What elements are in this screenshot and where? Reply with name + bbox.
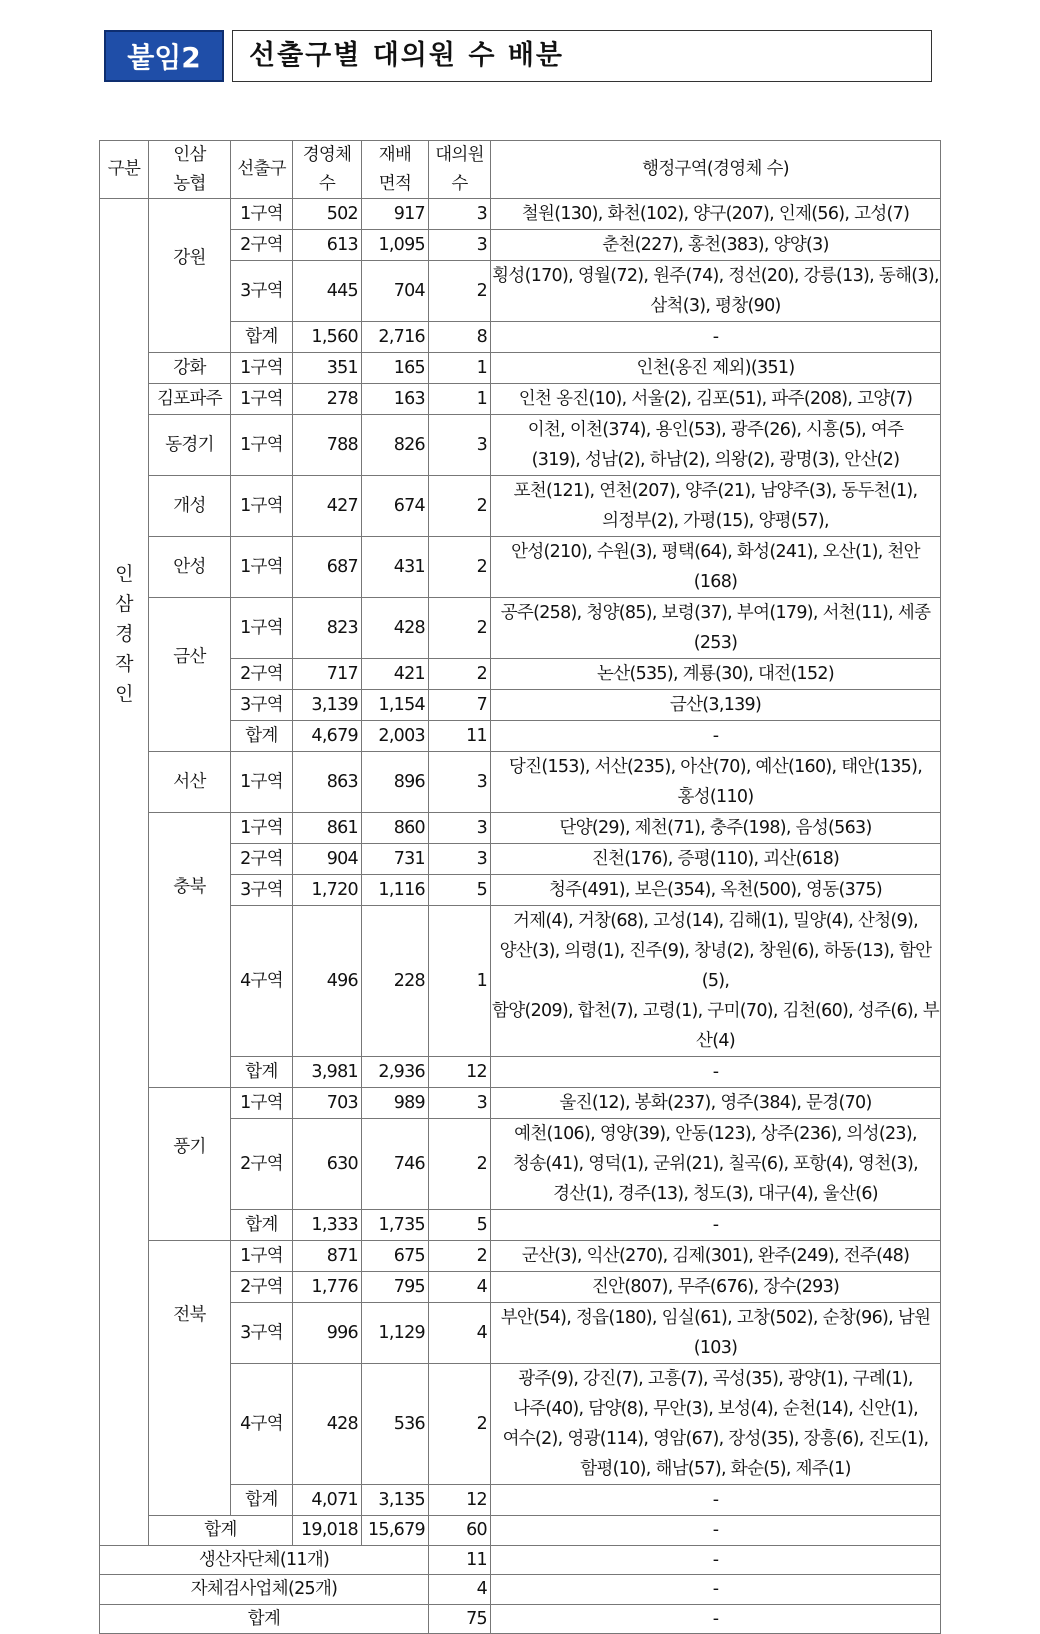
district-cell: 4구역 bbox=[231, 1364, 293, 1485]
district-cell: 합계 bbox=[231, 1485, 293, 1516]
farm-count-cell: 1,333 bbox=[293, 1210, 362, 1241]
region-line: 논산(535), 계룡(30), 대전(152) bbox=[597, 664, 834, 684]
coop-name: 강원 bbox=[149, 199, 231, 353]
farm-count-cell: 427 bbox=[293, 476, 362, 537]
region-line: 진천(176), 증평(110), 괴산(618) bbox=[591, 849, 840, 869]
area-cell: 2,936 bbox=[362, 1057, 429, 1088]
group-total-label: 합계 bbox=[149, 1516, 293, 1546]
delegate-count-cell: 5 bbox=[429, 875, 491, 906]
area-cell: 795 bbox=[362, 1272, 429, 1303]
header-area: 재배 면적 bbox=[362, 141, 429, 199]
region-line: 여수(2), 영광(114), 영암(67), 장성(35), 장흥(6), 진도(1), bbox=[502, 1429, 929, 1449]
region-line: - bbox=[712, 726, 719, 746]
table-row bbox=[100, 1241, 941, 1272]
region-line: 청주(491), 보은(354), 옥천(500), 영동(375) bbox=[548, 880, 883, 900]
farm-count-cell: 717 bbox=[293, 659, 362, 690]
summary-label: 생산자단체(11개) bbox=[100, 1545, 429, 1575]
district-cell: 2구역 bbox=[231, 1119, 293, 1210]
table-row bbox=[100, 813, 941, 844]
group-total-regions: - bbox=[491, 1516, 941, 1546]
header-delegates: 대의원 수 bbox=[429, 141, 491, 199]
region-cell bbox=[491, 537, 941, 598]
delegate-count-cell: 2 bbox=[429, 1119, 491, 1210]
summary-delegates: 11 bbox=[429, 1545, 491, 1575]
header-coop: 인삼 농협 bbox=[149, 141, 231, 199]
district-cell: 1구역 bbox=[231, 353, 293, 384]
delegate-allocation-table bbox=[99, 140, 941, 1634]
group-label-ginseng-farmers: 인 삼 경 작 인 bbox=[100, 199, 149, 1546]
region-line: - bbox=[712, 327, 719, 347]
group-total-area: 15,679 bbox=[362, 1516, 429, 1546]
district-cell: 2구역 bbox=[231, 1272, 293, 1303]
table-row bbox=[100, 598, 941, 659]
area-cell: 1,095 bbox=[362, 230, 429, 261]
table-row bbox=[100, 353, 941, 384]
district-cell: 3구역 bbox=[231, 690, 293, 721]
delegate-count-cell: 3 bbox=[429, 199, 491, 230]
coop-name: 금산 bbox=[149, 598, 231, 752]
district-cell: 1구역 bbox=[231, 415, 293, 476]
region-cell bbox=[491, 1210, 941, 1241]
area-cell: 1,116 bbox=[362, 875, 429, 906]
region-line: 나주(40), 담양(8), 무안(3), 보성(4), 순천(14), 신안(1), bbox=[513, 1399, 918, 1419]
district-cell: 1구역 bbox=[231, 476, 293, 537]
area-cell: 536 bbox=[362, 1364, 429, 1485]
section-header bbox=[104, 30, 932, 82]
summary-row bbox=[100, 1575, 941, 1605]
delegate-count-cell: 3 bbox=[429, 230, 491, 261]
delegate-count-cell: 2 bbox=[429, 598, 491, 659]
area-cell: 989 bbox=[362, 1088, 429, 1119]
attachment-tag: 붙임2 bbox=[104, 30, 224, 82]
region-cell bbox=[491, 752, 941, 813]
area-cell: 2,003 bbox=[362, 721, 429, 752]
district-cell: 합계 bbox=[231, 1210, 293, 1241]
district-cell: 1구역 bbox=[231, 752, 293, 813]
delegate-count-cell: 3 bbox=[429, 844, 491, 875]
area-cell: 860 bbox=[362, 813, 429, 844]
region-cell bbox=[491, 906, 941, 1057]
region-line: 삼척(3), 평창(90) bbox=[650, 296, 781, 316]
delegate-count-cell: 7 bbox=[429, 690, 491, 721]
farm-count-cell: 428 bbox=[293, 1364, 362, 1485]
region-cell bbox=[491, 1057, 941, 1088]
region-line: 당진(153), 서산(235), 아산(70), 예산(160), 태안(135), bbox=[508, 757, 923, 777]
district-cell: 2구역 bbox=[231, 659, 293, 690]
region-line: 춘천(227), 홍천(383), 양양(3) bbox=[602, 235, 829, 255]
region-line: 광주(9), 강진(7), 고흥(7), 곡성(35), 광양(1), 구례(1), bbox=[518, 1369, 913, 1389]
district-cell: 3구역 bbox=[231, 875, 293, 906]
delegate-count-cell: 2 bbox=[429, 1364, 491, 1485]
area-cell: 1,154 bbox=[362, 690, 429, 721]
region-line: 청송(41), 영덕(1), 군위(21), 칠곡(6), 포항(4), 영천(3), bbox=[513, 1154, 918, 1174]
district-cell: 1구역 bbox=[231, 199, 293, 230]
district-cell: 1구역 bbox=[231, 1241, 293, 1272]
region-line: 공주(258), 청양(85), 보령(37), 부여(179), 서천(11), 세종(253) bbox=[500, 603, 931, 653]
delegate-count-cell: 1 bbox=[429, 384, 491, 415]
table-row bbox=[100, 476, 941, 537]
farm-count-cell: 4,679 bbox=[293, 721, 362, 752]
farm-count-cell: 351 bbox=[293, 353, 362, 384]
region-line: - bbox=[712, 1062, 719, 1082]
region-cell bbox=[491, 476, 941, 537]
farm-count-cell: 502 bbox=[293, 199, 362, 230]
region-line: - bbox=[712, 1215, 719, 1235]
table-header-row bbox=[100, 141, 941, 199]
district-cell: 1구역 bbox=[231, 537, 293, 598]
region-line: 거제(4), 거창(68), 고성(14), 김해(1), 밀양(4), 산청(9), bbox=[513, 911, 918, 931]
delegate-count-cell: 3 bbox=[429, 752, 491, 813]
district-cell: 합계 bbox=[231, 1057, 293, 1088]
region-cell bbox=[491, 1485, 941, 1516]
area-cell: 228 bbox=[362, 906, 429, 1057]
delegate-count-cell: 4 bbox=[429, 1303, 491, 1364]
area-cell: 896 bbox=[362, 752, 429, 813]
header-district: 선출구 bbox=[231, 141, 293, 199]
area-cell: 731 bbox=[362, 844, 429, 875]
summary-regions: - bbox=[491, 1575, 941, 1605]
district-cell: 4구역 bbox=[231, 906, 293, 1057]
table-row bbox=[100, 1088, 941, 1119]
region-line: 울진(12), 봉화(237), 영주(384), 문경(70) bbox=[559, 1093, 872, 1113]
coop-name: 강화 bbox=[149, 353, 231, 384]
region-line: 부안(54), 정읍(180), 임실(61), 고창(502), 순창(96), 남원(103) bbox=[500, 1308, 931, 1358]
delegate-count-cell: 2 bbox=[429, 537, 491, 598]
coop-name: 서산 bbox=[149, 752, 231, 813]
district-cell: 1구역 bbox=[231, 1088, 293, 1119]
region-line: 양산(3), 의령(1), 진주(9), 창녕(2), 창원(6), 하동(13), 함안(5), bbox=[499, 941, 932, 991]
table-row bbox=[100, 537, 941, 598]
area-cell: 1,129 bbox=[362, 1303, 429, 1364]
district-cell: 2구역 bbox=[231, 844, 293, 875]
region-cell bbox=[491, 415, 941, 476]
area-cell: 421 bbox=[362, 659, 429, 690]
coop-name: 김포파주 bbox=[149, 384, 231, 415]
region-line: 의정부(2), 가평(15), 양평(57), bbox=[602, 511, 829, 531]
group-total-delegates: 60 bbox=[429, 1516, 491, 1546]
farm-count-cell: 4,071 bbox=[293, 1485, 362, 1516]
delegate-count-cell: 3 bbox=[429, 1088, 491, 1119]
farm-count-cell: 613 bbox=[293, 230, 362, 261]
region-line: 예천(106), 영양(39), 안동(123), 상주(236), 의성(23), bbox=[514, 1124, 917, 1144]
area-cell: 674 bbox=[362, 476, 429, 537]
delegate-count-cell: 3 bbox=[429, 813, 491, 844]
region-cell bbox=[491, 1272, 941, 1303]
farm-count-cell: 996 bbox=[293, 1303, 362, 1364]
region-line: 횡성(170), 영월(72), 원주(74), 정선(20), 강릉(13), 동해(3), bbox=[492, 266, 939, 286]
delegate-count-cell: 2 bbox=[429, 659, 491, 690]
coop-name: 충북 bbox=[149, 813, 231, 1088]
region-cell bbox=[491, 1303, 941, 1364]
region-line: - bbox=[712, 1490, 719, 1510]
district-cell: 1구역 bbox=[231, 598, 293, 659]
region-line: 홍성(110) bbox=[677, 787, 754, 807]
district-cell: 1구역 bbox=[231, 813, 293, 844]
region-cell bbox=[491, 322, 941, 353]
region-cell bbox=[491, 598, 941, 659]
farm-count-cell: 1,776 bbox=[293, 1272, 362, 1303]
farm-count-cell: 496 bbox=[293, 906, 362, 1057]
delegate-count-cell: 2 bbox=[429, 1241, 491, 1272]
page-title: 선출구별 대의원 수 배분 bbox=[232, 30, 932, 82]
coop-name: 안성 bbox=[149, 537, 231, 598]
header-category: 구분 bbox=[100, 141, 149, 199]
area-cell: 675 bbox=[362, 1241, 429, 1272]
region-cell bbox=[491, 261, 941, 322]
area-cell: 428 bbox=[362, 598, 429, 659]
farm-count-cell: 823 bbox=[293, 598, 362, 659]
table-row bbox=[100, 384, 941, 415]
table-row bbox=[100, 199, 941, 230]
farm-count-cell: 1,560 bbox=[293, 322, 362, 353]
header-regions: 행정구역(경영체 수) bbox=[491, 141, 941, 199]
delegate-count-cell: 5 bbox=[429, 1210, 491, 1241]
delegate-count-cell: 12 bbox=[429, 1057, 491, 1088]
district-cell: 1구역 bbox=[231, 384, 293, 415]
farm-count-cell: 904 bbox=[293, 844, 362, 875]
district-cell: 3구역 bbox=[231, 261, 293, 322]
coop-name: 전북 bbox=[149, 1241, 231, 1516]
district-cell: 3구역 bbox=[231, 1303, 293, 1364]
delegate-count-cell: 2 bbox=[429, 261, 491, 322]
region-cell bbox=[491, 813, 941, 844]
region-line: 단양(29), 제천(71), 충주(198), 음성(563) bbox=[559, 818, 872, 838]
summary-label: 합계 bbox=[100, 1604, 429, 1634]
summary-regions: - bbox=[491, 1545, 941, 1575]
coop-name: 개성 bbox=[149, 476, 231, 537]
district-cell: 2구역 bbox=[231, 230, 293, 261]
region-line: (319), 성남(2), 하남(2), 의왕(2), 광명(3), 안산(2) bbox=[531, 450, 900, 470]
delegate-count-cell: 1 bbox=[429, 906, 491, 1057]
summary-delegates: 4 bbox=[429, 1575, 491, 1605]
region-line: 함양(209), 합천(7), 고령(1), 구미(70), 김천(60), 성주(6), 부산(4) bbox=[492, 1001, 939, 1051]
region-line: 포천(121), 연천(207), 양주(21), 남양주(3), 동두천(1), bbox=[513, 481, 918, 501]
area-cell: 165 bbox=[362, 353, 429, 384]
delegate-count-cell: 4 bbox=[429, 1272, 491, 1303]
group-total-row bbox=[100, 1516, 941, 1546]
coop-name: 풍기 bbox=[149, 1088, 231, 1241]
farm-count-cell: 278 bbox=[293, 384, 362, 415]
area-cell: 917 bbox=[362, 199, 429, 230]
farm-count-cell: 871 bbox=[293, 1241, 362, 1272]
area-cell: 746 bbox=[362, 1119, 429, 1210]
group-total-farms: 19,018 bbox=[293, 1516, 362, 1546]
region-cell bbox=[491, 1119, 941, 1210]
area-cell: 3,135 bbox=[362, 1485, 429, 1516]
region-line: 인천(옹진 제외)(351) bbox=[636, 358, 795, 378]
delegate-count-cell: 12 bbox=[429, 1485, 491, 1516]
delegate-count-cell: 1 bbox=[429, 353, 491, 384]
district-cell: 합계 bbox=[231, 721, 293, 752]
region-line: 이천, 이천(374), 용인(53), 광주(26), 시흥(5), 여주 bbox=[527, 420, 904, 440]
delegate-count-cell: 3 bbox=[429, 415, 491, 476]
region-line: 함평(10), 해남(57), 화순(5), 제주(1) bbox=[580, 1459, 851, 1479]
region-cell bbox=[491, 659, 941, 690]
region-line: 철원(130), 화천(102), 양구(207), 인제(56), 고성(7) bbox=[521, 204, 910, 224]
area-cell: 163 bbox=[362, 384, 429, 415]
area-cell: 1,735 bbox=[362, 1210, 429, 1241]
table-row bbox=[100, 415, 941, 476]
summary-label: 자체검사업체(25개) bbox=[100, 1575, 429, 1605]
district-cell: 합계 bbox=[231, 322, 293, 353]
region-cell bbox=[491, 844, 941, 875]
delegate-count-cell: 8 bbox=[429, 322, 491, 353]
region-line: 군산(3), 익산(270), 김제(301), 완주(249), 전주(48) bbox=[521, 1246, 910, 1266]
region-line: 인천 옹진(10), 서울(2), 김포(51), 파주(208), 고양(7) bbox=[518, 389, 913, 409]
farm-count-cell: 445 bbox=[293, 261, 362, 322]
area-cell: 431 bbox=[362, 537, 429, 598]
header-farm-count: 경영체 수 bbox=[293, 141, 362, 199]
region-line: 금산(3,139) bbox=[669, 695, 762, 715]
region-line: 진안(807), 무주(676), 장수(293) bbox=[591, 1277, 840, 1297]
delegate-count-cell: 2 bbox=[429, 476, 491, 537]
table-row bbox=[100, 752, 941, 813]
region-cell bbox=[491, 353, 941, 384]
farm-count-cell: 861 bbox=[293, 813, 362, 844]
farm-count-cell: 3,981 bbox=[293, 1057, 362, 1088]
area-cell: 2,716 bbox=[362, 322, 429, 353]
farm-count-cell: 3,139 bbox=[293, 690, 362, 721]
region-cell bbox=[491, 1241, 941, 1272]
farm-count-cell: 630 bbox=[293, 1119, 362, 1210]
region-cell bbox=[491, 230, 941, 261]
region-line: 경산(1), 경주(13), 청도(3), 대구(4), 울산(6) bbox=[553, 1184, 878, 1204]
area-cell: 826 bbox=[362, 415, 429, 476]
coop-name: 동경기 bbox=[149, 415, 231, 476]
region-cell bbox=[491, 384, 941, 415]
region-cell bbox=[491, 1088, 941, 1119]
farm-count-cell: 1,720 bbox=[293, 875, 362, 906]
region-cell bbox=[491, 721, 941, 752]
region-cell bbox=[491, 199, 941, 230]
farm-count-cell: 788 bbox=[293, 415, 362, 476]
farm-count-cell: 687 bbox=[293, 537, 362, 598]
region-cell bbox=[491, 1364, 941, 1485]
summary-row bbox=[100, 1604, 941, 1634]
summary-regions: - bbox=[491, 1604, 941, 1634]
summary-delegates: 75 bbox=[429, 1604, 491, 1634]
farm-count-cell: 703 bbox=[293, 1088, 362, 1119]
region-line: 안성(210), 수원(3), 평택(64), 화성(241), 오산(1), 천안(168) bbox=[511, 542, 920, 592]
summary-row bbox=[100, 1545, 941, 1575]
region-cell bbox=[491, 690, 941, 721]
area-cell: 704 bbox=[362, 261, 429, 322]
delegate-count-cell: 11 bbox=[429, 721, 491, 752]
farm-count-cell: 863 bbox=[293, 752, 362, 813]
region-cell bbox=[491, 875, 941, 906]
